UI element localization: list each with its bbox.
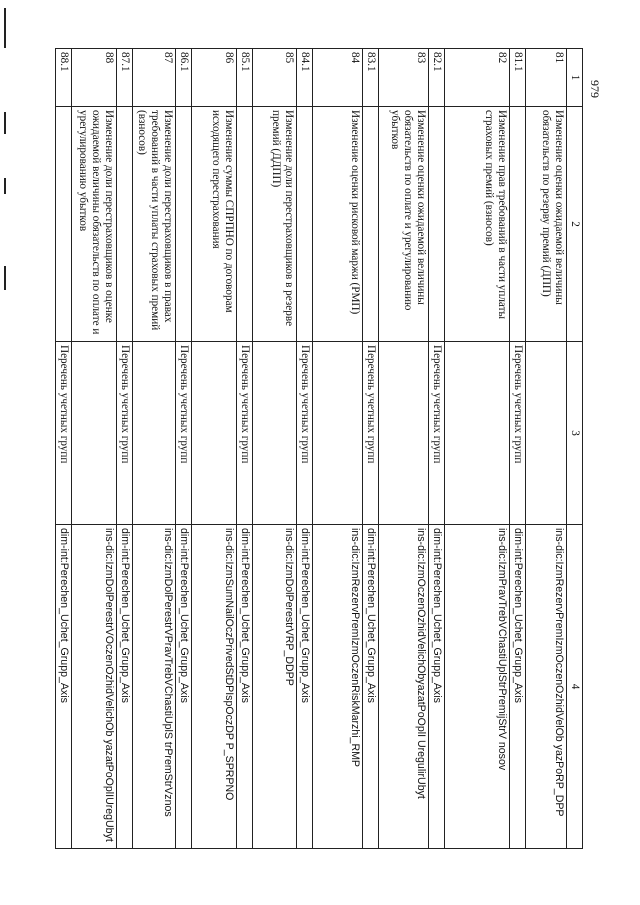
row-number: 85.1 [237, 49, 253, 107]
row-number: 84 [313, 49, 363, 107]
row-name: Изменение доли перестраховщиков в резерве премий (ДДПП) [253, 107, 297, 342]
column-header-1: 1 [567, 49, 583, 107]
row-code: ins-dic:IzmOczenOzhidVelichObyazatPoOplI UregulirUbyt [379, 525, 429, 849]
table-row [237, 49, 253, 849]
column-header-3: 3 [567, 342, 583, 525]
table-row [429, 49, 445, 849]
row-number: 82 [445, 49, 510, 107]
table-row [445, 49, 510, 849]
row-code: ins-dic:IzmRezervPremIzmOczenOzhidVelOb yazPoRP_DPP [526, 525, 567, 849]
binding-mark [4, 266, 6, 290]
row-number: 83.1 [363, 49, 379, 107]
row-dimension: Перечень учетных групп [176, 342, 192, 525]
row-code: ins-dic:IzmDolPerestrVPravTrebVChastiUplS trPremStrVznos [133, 525, 176, 849]
row-name: Изменение оценки ожидаемой величины обязательств по оплате и урегулированию убытков [379, 107, 429, 342]
row-name [363, 107, 379, 342]
row-code: dim-int:Perechen_Uchet_Grupp_Axis [363, 525, 379, 849]
row-dimension [72, 342, 117, 525]
rotated-page-content [55, 48, 583, 848]
column-header-2: 2 [567, 107, 583, 342]
table-row [176, 49, 192, 849]
column-header-4: 4 [567, 525, 583, 849]
row-name: Изменение оценки рисковой маржи (РМП) [313, 107, 363, 342]
table-row [56, 49, 72, 849]
row-number: 82.1 [429, 49, 445, 107]
row-number: 81 [526, 49, 567, 107]
row-code: dim-int:Perechen_Uchet_Grupp_Axis [510, 525, 526, 849]
row-code: ins-dic:IzmPravTrebVChastiUplStrPremijStrV nosov [445, 525, 510, 849]
row-dimension: Перечень учетных групп [237, 342, 253, 525]
row-dimension [253, 342, 297, 525]
row-code: ins-dic:IzmRezervPremIzmOczenRiskMarzhi_RMP [313, 525, 363, 849]
row-name: Изменение суммы СПРПНО по договорам исходящего перестрахования [192, 107, 237, 342]
table-row [253, 49, 297, 849]
table-row [72, 49, 117, 849]
table-row [192, 49, 237, 849]
table-row [526, 49, 567, 849]
row-dimension [313, 342, 363, 525]
binding-mark [4, 112, 6, 134]
row-dimension: Перечень учетных групп [363, 342, 379, 525]
row-dimension: Перечень учетных групп [56, 342, 72, 525]
row-name: Изменение доли перестраховщиков в правах требований в части уплаты страховых премий (взносов) [133, 107, 176, 342]
row-number: 84.1 [297, 49, 313, 107]
row-dimension: Перечень учетных групп [117, 342, 133, 525]
row-name [297, 107, 313, 342]
data-table [55, 48, 583, 849]
table-row [363, 49, 379, 849]
row-number: 81.1 [510, 49, 526, 107]
row-number: 88 [72, 49, 117, 107]
page-number: 979 [588, 80, 602, 98]
row-number: 88.1 [56, 49, 72, 107]
row-number: 87.1 [117, 49, 133, 107]
row-name [176, 107, 192, 342]
row-name [510, 107, 526, 342]
row-dimension: Перечень учетных групп [429, 342, 445, 525]
row-dimension [445, 342, 510, 525]
row-name: Изменение оценки ожидаемой величины обязательств по резерву премий (ДПП) [526, 107, 567, 342]
row-name [56, 107, 72, 342]
row-name [429, 107, 445, 342]
row-dimension: Перечень учетных групп [297, 342, 313, 525]
table-row [117, 49, 133, 849]
binding-mark [4, 8, 6, 48]
row-code: dim-int:Perechen_Uchet_Grupp_Axis [176, 525, 192, 849]
table-row [297, 49, 313, 849]
row-code: dim-int:Perechen_Uchet_Grupp_Axis [237, 525, 253, 849]
row-name: Изменение прав требований в части уплаты страховых премий (взносов) [445, 107, 510, 342]
table-row [133, 49, 176, 849]
row-number: 86.1 [176, 49, 192, 107]
row-number: 87 [133, 49, 176, 107]
row-code: ins-dic:IzmDolPerestrVOczenOzhidVelichOb yazatPoOplIUregUbyt [72, 525, 117, 849]
row-code: ins-dic:IzmDolPerestrVRP_DDPP [253, 525, 297, 849]
row-code: ins-dic:IzmSumNailOczPrivedStDPIspOczDP P_SPRPNO [192, 525, 237, 849]
row-dimension [133, 342, 176, 525]
row-number: 83 [379, 49, 429, 107]
table-row [379, 49, 429, 849]
row-code: dim-int:Perechen_Uchet_Grupp_Axis [429, 525, 445, 849]
row-name: Изменение доли перестраховщиков в оценке ожидаемой величины обязательств по оплате и урегулированию убытков [72, 107, 117, 342]
row-dimension [192, 342, 237, 525]
table-row [510, 49, 526, 849]
row-code: dim-int:Perechen_Uchet_Grupp_Axis [117, 525, 133, 849]
row-dimension [526, 342, 567, 525]
table-row [313, 49, 363, 849]
table-header-row [567, 49, 583, 849]
row-name [117, 107, 133, 342]
row-name [237, 107, 253, 342]
row-number: 85 [253, 49, 297, 107]
row-dimension: Перечень учетных групп [510, 342, 526, 525]
row-number: 86 [192, 49, 237, 107]
row-code: dim-int:Perechen_Uchet_Grupp_Axis [297, 525, 313, 849]
row-dimension [379, 342, 429, 525]
binding-mark [4, 178, 6, 194]
row-code: dim-int:Perechen_Uchet_Grupp_Axis [56, 525, 72, 849]
